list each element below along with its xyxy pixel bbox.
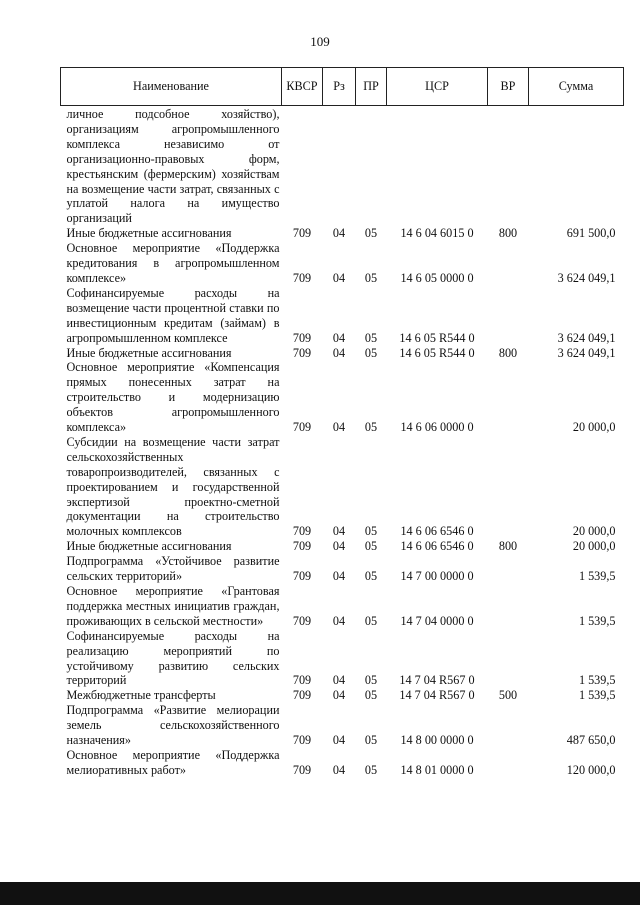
cell-csr: 14 8 01 0000 0: [400, 762, 474, 777]
cell-csr: 14 7 04 R567 0: [399, 688, 475, 703]
cell-kvsr: [282, 106, 323, 227]
cell-sum: 1 539,5: [578, 688, 616, 703]
table-row: [61, 539, 624, 554]
cell-rz: 04: [332, 613, 346, 628]
cell-kvsr: 709: [292, 420, 312, 435]
table-row: [61, 286, 624, 346]
header-rz: Рз: [323, 68, 356, 106]
cell-vr: 800: [498, 226, 518, 241]
cell-csr: 14 7 00 0000 0: [400, 569, 474, 584]
cell-csr: 14 6 05 R544 0: [399, 330, 475, 345]
cell-rz: 04: [332, 673, 346, 688]
cell-kvsr: 709: [292, 569, 312, 584]
cell-csr: 14 6 04 6015 0: [400, 226, 474, 241]
cell-rz: 04: [332, 539, 346, 554]
cell-csr: 14 6 06 6546 0: [400, 524, 474, 539]
table-row: [61, 748, 624, 778]
table-row: [61, 241, 624, 286]
cell-csr: 14 6 05 R544 0: [399, 345, 475, 360]
cell-name: Основное мероприятие «Поддержка мелиоративных работ»: [66, 747, 280, 777]
cell-pr: 05: [364, 688, 378, 703]
cell-kvsr: 709: [292, 613, 312, 628]
cell-vr: [488, 435, 529, 539]
cell-name: Основное мероприятие «Компенсация прямых понесенных затрат на строительство и модернизацию объектов агропромышленного комплекса»: [66, 360, 280, 435]
cell-sum: 120 000,0: [566, 762, 616, 777]
cell-sum: 20 000,0: [572, 524, 616, 539]
cell-kvsr: 709: [292, 524, 312, 539]
cell-name: Софинансируемые расходы на возмещение части процентной ставки по инвестиционным кредитам (займам) в агропромышленном комплексе: [66, 285, 280, 345]
cell-pr: 05: [364, 270, 378, 285]
cell-pr: 05: [364, 569, 378, 584]
cell-csr: 14 6 05 0000 0: [400, 270, 474, 285]
table-row: [61, 226, 624, 241]
table-row: [61, 360, 624, 435]
cell-pr: 05: [364, 420, 378, 435]
table-row: [61, 106, 624, 227]
cell-pr: 05: [364, 524, 378, 539]
cell-vr: [488, 554, 529, 584]
cell-csr: 14 8 00 0000 0: [400, 733, 474, 748]
cell-rz: 04: [332, 733, 346, 748]
cell-name: личное подсобное хозяйство), организациям агропромышленного комплекса независимо от организационно-правовых форм, крестьянским (фермерским) хозяйствам на возмещение части затрат, связанных с уплатой налога на имущество организаций: [66, 107, 280, 226]
cell-vr: [488, 241, 529, 286]
cell-name: Основное мероприятие «Грантовая поддержка местных инициатив граждан, проживающих в сельской местности»: [66, 584, 280, 628]
cell-rz: 04: [332, 524, 346, 539]
scan-bottom-edge: [0, 882, 640, 905]
cell-rz: 04: [332, 420, 346, 435]
cell-sum: 3 624 049,1: [557, 270, 616, 285]
cell-csr: 14 6 06 0000 0: [400, 420, 474, 435]
cell-pr: 05: [364, 539, 378, 554]
cell-kvsr: 709: [292, 226, 312, 241]
cell-pr: 05: [364, 762, 378, 777]
cell-kvsr: 709: [292, 345, 312, 360]
cell-sum: 1 539,5: [578, 673, 616, 688]
cell-vr: [488, 703, 529, 748]
cell-vr: [488, 106, 529, 227]
cell-csr: 14 7 04 0000 0: [400, 613, 474, 628]
cell-name: Основное мероприятие «Поддержка кредитования в агропромышленном комплексе»: [66, 241, 280, 285]
budget-table: [60, 67, 624, 778]
cell-name: Подпрограмма «Устойчивое развитие сельских территорий»: [66, 554, 280, 584]
cell-sum: 1 539,5: [578, 569, 616, 584]
cell-pr: 05: [364, 226, 378, 241]
cell-rz: [323, 106, 356, 227]
cell-sum: 487 650,0: [566, 733, 616, 748]
cell-sum: [529, 106, 624, 227]
cell-sum: 1 539,5: [578, 613, 616, 628]
cell-kvsr: 709: [292, 539, 312, 554]
table-row: [61, 346, 624, 361]
cell-vr: [488, 286, 529, 346]
cell-pr: 05: [364, 613, 378, 628]
header-vr: ВР: [488, 68, 529, 106]
table-row: [61, 703, 624, 748]
cell-name: Иные бюджетные ассигнования: [66, 226, 232, 241]
cell-vr: 800: [498, 539, 518, 554]
cell-sum: 20 000,0: [572, 420, 616, 435]
header-sum: Сумма: [529, 68, 624, 106]
cell-kvsr: 709: [292, 673, 312, 688]
cell-kvsr: 709: [292, 270, 312, 285]
cell-csr: [387, 106, 488, 227]
cell-sum: 3 624 049,1: [557, 330, 616, 345]
cell-pr: 05: [364, 330, 378, 345]
cell-pr: [356, 106, 387, 227]
cell-kvsr: 709: [292, 688, 312, 703]
header-csr: ЦСР: [387, 68, 488, 106]
cell-pr: 05: [364, 673, 378, 688]
cell-csr: 14 7 04 R567 0: [399, 673, 475, 688]
cell-sum: 691 500,0: [566, 226, 616, 241]
cell-pr: 05: [364, 733, 378, 748]
cell-name: Межбюджетные трансферты: [66, 688, 216, 703]
cell-name: Софинансируемые расходы на реализацию мероприятий по устойчивому развитию сельских территорий: [66, 628, 280, 688]
table-row: [61, 554, 624, 584]
cell-name: Субсидии на возмещение части затрат сельскохозяйственных товаропроизводителей, связанных с проектированием и государственной экспертизой проектно-сметной документации на строительство молочных комплексов: [66, 434, 280, 539]
cell-pr: 05: [364, 345, 378, 360]
table-row: [61, 435, 624, 539]
cell-rz: 04: [332, 330, 346, 345]
cell-name: Подпрограмма «Развитие мелиорации земель сельскохозяйственного назначения»: [66, 703, 280, 748]
cell-vr: [488, 584, 529, 629]
table-header: [61, 68, 624, 106]
cell-vr: 500: [498, 688, 518, 703]
cell-sum: 20 000,0: [572, 539, 616, 554]
cell-kvsr: 709: [292, 762, 312, 777]
header-kvsr: КВСР: [282, 68, 323, 106]
cell-rz: 04: [332, 688, 346, 703]
table-row: [61, 688, 624, 703]
cell-kvsr: 709: [292, 330, 312, 345]
header-pr: ПР: [356, 68, 387, 106]
cell-rz: 04: [332, 569, 346, 584]
table-body: [61, 106, 624, 778]
cell-vr: [488, 748, 529, 778]
cell-vr: 800: [498, 345, 518, 360]
cell-sum: 3 624 049,1: [557, 345, 616, 360]
cell-vr: [488, 360, 529, 435]
cell-name: Иные бюджетные ассигнования: [66, 539, 232, 554]
cell-rz: 04: [332, 270, 346, 285]
cell-rz: 04: [332, 345, 346, 360]
table-row: [61, 584, 624, 629]
cell-rz: 04: [332, 762, 346, 777]
cell-vr: [488, 629, 529, 689]
header-name: Наименование: [61, 68, 282, 106]
cell-rz: 04: [332, 226, 346, 241]
page-number: 109: [310, 34, 330, 49]
table-row: [61, 629, 624, 689]
cell-kvsr: 709: [292, 733, 312, 748]
cell-csr: 14 6 06 6546 0: [400, 539, 474, 554]
cell-name: Иные бюджетные ассигнования: [66, 345, 232, 360]
